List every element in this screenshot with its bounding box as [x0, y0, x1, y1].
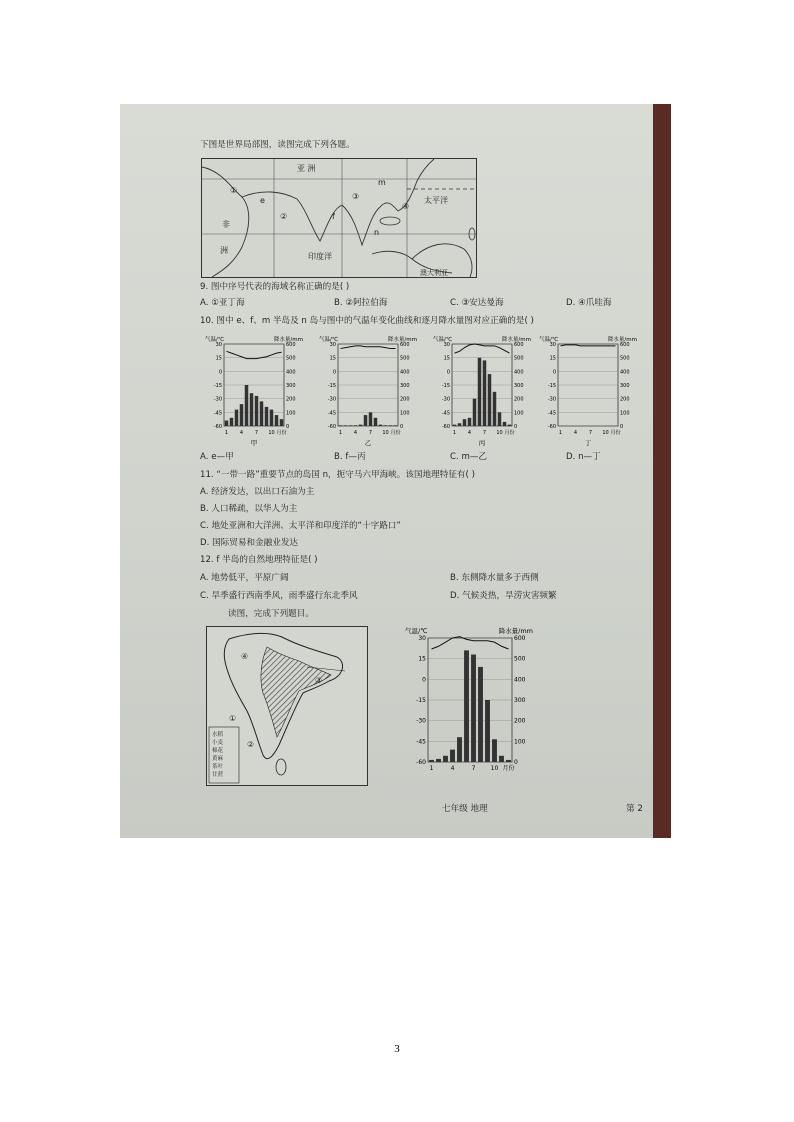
precip-bar [506, 760, 511, 762]
map2-label-3: ③ [315, 676, 323, 685]
precip-bar [280, 419, 284, 426]
precip-bar [468, 418, 472, 426]
precip-bar [384, 425, 388, 426]
precip-bar [240, 404, 244, 426]
precip-tick-label: 400 [514, 369, 524, 376]
temp-tick-label: -45 [416, 738, 426, 746]
precip-bar [443, 756, 448, 762]
map2-label-1: ① [229, 714, 237, 723]
world-map-graphic [202, 159, 476, 277]
precip-bar [498, 412, 502, 426]
chart-title: 乙 [364, 439, 372, 446]
precip-tick-label: 300 [286, 383, 296, 389]
precip-bar [235, 410, 239, 426]
temp-tick-label: 15 [443, 355, 450, 362]
month-tick-label: 10 [496, 430, 503, 436]
map1-label: 澳大利亚 [420, 269, 448, 277]
precip-tick-label: 600 [286, 342, 296, 348]
temp-tick-label: -45 [213, 410, 222, 417]
temp-tick-label: 30 [549, 342, 556, 348]
south-asia-map-graphic [207, 627, 367, 785]
precip-tick-label: 400 [286, 369, 296, 376]
precip-bar [344, 425, 348, 426]
q11-option-b: B. 人口稀疏，以华人为主 [200, 504, 298, 514]
precip-bar [230, 418, 234, 426]
precip-tick-label: 500 [620, 355, 630, 362]
precip-tick-label: 200 [286, 396, 296, 403]
precip-bar [508, 425, 512, 426]
temp-tick-label: 0 [422, 676, 426, 684]
legend-wheat: 小麦 [212, 740, 224, 746]
precip-tick-label: 500 [286, 355, 296, 362]
map2-label-4: ④ [241, 652, 249, 661]
month-tick-label: 1 [224, 430, 229, 436]
map1-label: ② [280, 212, 288, 221]
temp-tick-label: 0 [332, 369, 336, 376]
q10-option-d: D. n—丁 [566, 452, 601, 462]
precip-bar [499, 756, 504, 762]
legend-rice: 水稻 [212, 732, 224, 738]
climate-chart-svg [538, 334, 638, 446]
precip-tick-label: 500 [514, 355, 524, 362]
chart-title: 丙 [478, 439, 486, 446]
temp-tick-label: -30 [213, 396, 222, 403]
temp-tick-label: 30 [329, 342, 336, 348]
q12-option-a: A. 地势低平，平原广阔 [200, 573, 289, 583]
temp-tick-label: -60 [441, 424, 450, 430]
precip-bar [255, 396, 259, 426]
temp-tick-label: 0 [446, 369, 450, 376]
month-tick-label: 月份 [504, 430, 515, 436]
q12-stem: 12. f 半岛的自然地理特征是( ) [200, 555, 318, 565]
photo-edge-shadow [653, 104, 671, 838]
precip-axis-label: 降水量/mm [273, 337, 303, 343]
scanned-exam-photo [120, 104, 671, 838]
precip-bar [457, 737, 462, 762]
precip-tick-label: 100 [620, 410, 630, 417]
intro-text: 下图是世界局部图，读图完成下列各题。 [200, 140, 355, 150]
temperature-line [341, 346, 396, 349]
month-tick-label: 10 [602, 430, 609, 436]
month-tick-label: 月份 [610, 430, 621, 436]
precip-bar [492, 739, 497, 762]
month-tick-label: 10 [382, 430, 389, 436]
precip-bar [429, 760, 434, 762]
temp-tick-label: 30 [418, 635, 426, 642]
q9-option-d: D. ④爪哇海 [566, 298, 612, 308]
temp-axis-label: 气温/℃ [205, 337, 225, 343]
legend-tea: 茶叶 [212, 764, 224, 770]
precip-tick-label: 0 [286, 424, 290, 430]
precip-bar [379, 425, 383, 426]
precip-tick-label: 600 [400, 342, 410, 348]
precip-bar [349, 425, 353, 426]
map1-label: ③ [352, 192, 360, 201]
temp-tick-label: -15 [327, 383, 336, 389]
month-tick-label: 10 [268, 430, 275, 436]
temp-tick-label: -30 [327, 396, 336, 403]
precip-tick-label: 300 [514, 383, 524, 389]
q10-option-a: A. e—甲 [200, 452, 234, 462]
legend-sugarcane: 甘蔗 [212, 772, 224, 778]
q11-option-d: D. 国际贸易和金融业发达 [200, 538, 299, 548]
month-tick-label: 4 [467, 430, 472, 436]
precip-bar [359, 425, 363, 426]
precip-tick-label: 600 [514, 635, 526, 642]
climate-chart-bing [432, 334, 532, 446]
q12-option-d: D. 气候炎热，旱涝灾害频繁 [450, 591, 557, 601]
chart-title: 甲 [250, 439, 258, 446]
precip-tick-label: 100 [400, 410, 410, 417]
precip-bar [245, 385, 249, 426]
south-asia-map [206, 626, 368, 786]
precip-bar [436, 759, 441, 762]
precip-tick-label: 100 [514, 738, 526, 746]
q12-option-c: C. 旱季盛行西南季风，雨季盛行东北季风 [200, 591, 358, 601]
temperature-line [455, 344, 510, 353]
precip-axis-label: 降水量/mm [501, 337, 531, 343]
precip-bar [389, 425, 393, 426]
month-tick-label: 月份 [276, 430, 287, 436]
q10-option-b: B. f—丙 [334, 452, 366, 462]
precip-tick-label: 100 [514, 410, 524, 417]
precip-axis-label: 降水量/mm [607, 337, 637, 343]
q10-option-c: C. m—乙 [450, 452, 488, 462]
precip-bar [265, 407, 269, 426]
map1-label: ④ [402, 202, 410, 211]
temp-tick-label: -60 [213, 424, 222, 430]
read-instruction: 读图，完成下列题目。 [228, 609, 314, 619]
precip-bar [369, 412, 373, 426]
temperature-line [432, 637, 509, 649]
month-tick-label: 4 [450, 765, 455, 772]
month-tick-label: 1 [452, 430, 457, 436]
temp-tick-label: -45 [327, 410, 336, 417]
precip-tick-label: 0 [514, 424, 518, 430]
temp-tick-label: -30 [416, 717, 426, 725]
month-tick-label: 7 [254, 430, 259, 436]
precip-tick-label: 100 [286, 410, 296, 417]
month-tick-label: 10 [490, 765, 499, 772]
precip-bar [339, 425, 343, 426]
footer-grade: 七年级 地理 [442, 804, 488, 814]
precip-tick-label: 200 [514, 396, 524, 403]
map1-label: 非 [222, 220, 230, 229]
precip-tick-label: 0 [620, 424, 624, 430]
q9-stem: 9. 图中序号代表的海域名称正确的是( ) [200, 282, 350, 292]
precip-bar [275, 415, 279, 426]
climate-chart-ding [538, 334, 638, 446]
temp-tick-label: -30 [441, 396, 450, 403]
month-tick-label: 7 [588, 430, 593, 436]
world-partial-map [201, 158, 477, 278]
precip-tick-label: 0 [514, 759, 518, 766]
precip-tick-label: 300 [514, 697, 526, 704]
temp-tick-label: -15 [416, 697, 426, 704]
map2-label-2: ② [247, 740, 255, 749]
precip-bar [354, 425, 358, 426]
temp-tick-label: 15 [549, 355, 556, 362]
map1-label: 印度洋 [308, 252, 332, 261]
climate-chart-yi [318, 334, 418, 446]
temp-tick-label: -30 [547, 396, 556, 403]
map1-label: 洲 [220, 246, 228, 255]
precip-bar [458, 423, 462, 426]
temperature-line [561, 345, 616, 346]
q10-stem: 10. 图中 e、f、m 半岛及 n 岛与图中的气温年变化曲线和逐月降水量图对应正确的是( ) [200, 316, 534, 326]
map1-label: ① [230, 186, 238, 195]
temp-tick-label: 15 [418, 655, 426, 663]
precip-axis-label: 降水量/mm [387, 337, 417, 343]
precip-tick-label: 200 [620, 396, 630, 403]
climate-chart-svg [318, 334, 418, 446]
precip-bar [260, 401, 264, 426]
chart-title: 丁 [584, 439, 592, 446]
precip-bar [478, 667, 483, 762]
month-tick-label: 4 [573, 430, 578, 436]
precip-bar [503, 422, 507, 426]
precip-tick-label: 0 [400, 424, 404, 430]
precip-bar [250, 393, 254, 426]
precip-bar [483, 360, 487, 426]
q11-stem: 11. “一带一路”重要节点的岛国 n，扼守马六甲海峡。该国地理特征有( ) [200, 470, 475, 480]
temp-tick-label: -15 [441, 383, 450, 389]
precip-tick-label: 500 [400, 355, 410, 362]
legend-cotton: 棉花 [212, 748, 224, 754]
temp-tick-label: -15 [213, 383, 222, 389]
month-tick-label: 4 [353, 430, 358, 436]
temp-tick-label: -60 [416, 759, 426, 766]
month-tick-label: 7 [368, 430, 373, 436]
map1-label: 太平洋 [424, 196, 448, 205]
temp-tick-label: 30 [215, 342, 222, 348]
map1-label: n [374, 228, 380, 237]
precip-tick-label: 300 [620, 383, 630, 389]
precip-bar [464, 650, 469, 762]
q9-option-b: B. ②阿拉伯海 [334, 298, 388, 308]
temp-axis-label: 气温/℃ [405, 627, 428, 635]
precip-bar [463, 419, 467, 426]
precip-bar [453, 425, 457, 426]
map1-label: f [332, 212, 335, 221]
month-tick-label: 4 [239, 430, 244, 436]
month-tick-label: 月份 [390, 430, 401, 436]
precip-tick-label: 300 [400, 383, 410, 389]
temp-axis-label: 气温/℃ [539, 337, 559, 343]
temp-tick-label: 0 [218, 369, 222, 376]
temp-tick-label: -45 [547, 410, 556, 417]
temperature-line [227, 351, 282, 358]
precip-tick-label: 400 [514, 676, 526, 684]
precip-tick-label: 200 [400, 396, 410, 403]
climate-chart-svg [204, 334, 304, 446]
precip-bar [473, 399, 477, 426]
temp-tick-label: 0 [552, 369, 556, 376]
temp-tick-label: -60 [327, 424, 336, 430]
month-tick-label: 月份 [502, 765, 515, 772]
climate-chart-jia [204, 334, 304, 446]
precip-tick-label: 600 [514, 342, 524, 348]
climate-chart-svg [432, 334, 532, 446]
temp-tick-label: 15 [329, 355, 336, 362]
precip-bar [471, 655, 476, 762]
temp-tick-label: -45 [441, 410, 450, 417]
precip-bar [225, 421, 229, 426]
precip-bar [364, 415, 368, 426]
precip-tick-label: 600 [620, 342, 630, 348]
climate-chart-svg [404, 626, 534, 776]
precip-bar [493, 392, 497, 426]
legend-jute: 黄麻 [212, 756, 224, 762]
temp-tick-label: 15 [215, 355, 222, 362]
precip-bar [488, 374, 492, 426]
precip-tick-label: 500 [514, 655, 526, 663]
precip-bar [394, 425, 398, 426]
q9-option-c: C. ③安达曼海 [450, 298, 504, 308]
climate-chart-large [404, 626, 534, 776]
temp-axis-label: 气温/℃ [433, 337, 453, 343]
precip-axis-label: 降水量/mm [498, 627, 533, 635]
precip-tick-label: 200 [514, 717, 526, 725]
q11-option-c: C. 地处亚洲和大洋洲、太平洋和印度洋的“十字路口” [200, 521, 401, 531]
temp-tick-label: -60 [547, 424, 556, 430]
month-tick-label: 1 [558, 430, 563, 436]
temp-tick-label: -15 [547, 383, 556, 389]
precip-tick-label: 400 [620, 369, 630, 376]
q12-option-b: B. 东侧降水量多于西侧 [450, 573, 539, 583]
q9-option-a: A. ①亚丁海 [200, 298, 245, 308]
temp-tick-label: 30 [443, 342, 450, 348]
month-tick-label: 7 [471, 765, 476, 772]
map1-label: m [378, 178, 386, 187]
month-tick-label: 1 [338, 430, 343, 436]
page-number: 3 [394, 1043, 400, 1055]
precip-tick-label: 400 [400, 369, 410, 376]
q11-option-a: A. 经济发达，以出口石油为主 [200, 487, 315, 497]
precip-bar [270, 410, 274, 426]
precip-bar [374, 418, 378, 426]
map1-label: e [260, 196, 265, 205]
precip-bar [450, 750, 455, 762]
month-tick-label: 1 [429, 765, 434, 772]
precip-bar [485, 700, 490, 762]
footer-page-mark: 第 2 [626, 804, 643, 814]
precip-bar [478, 358, 482, 426]
map1-label: 亚 洲 [297, 164, 316, 173]
month-tick-label: 7 [482, 430, 487, 436]
temp-axis-label: 气温/℃ [319, 337, 339, 343]
